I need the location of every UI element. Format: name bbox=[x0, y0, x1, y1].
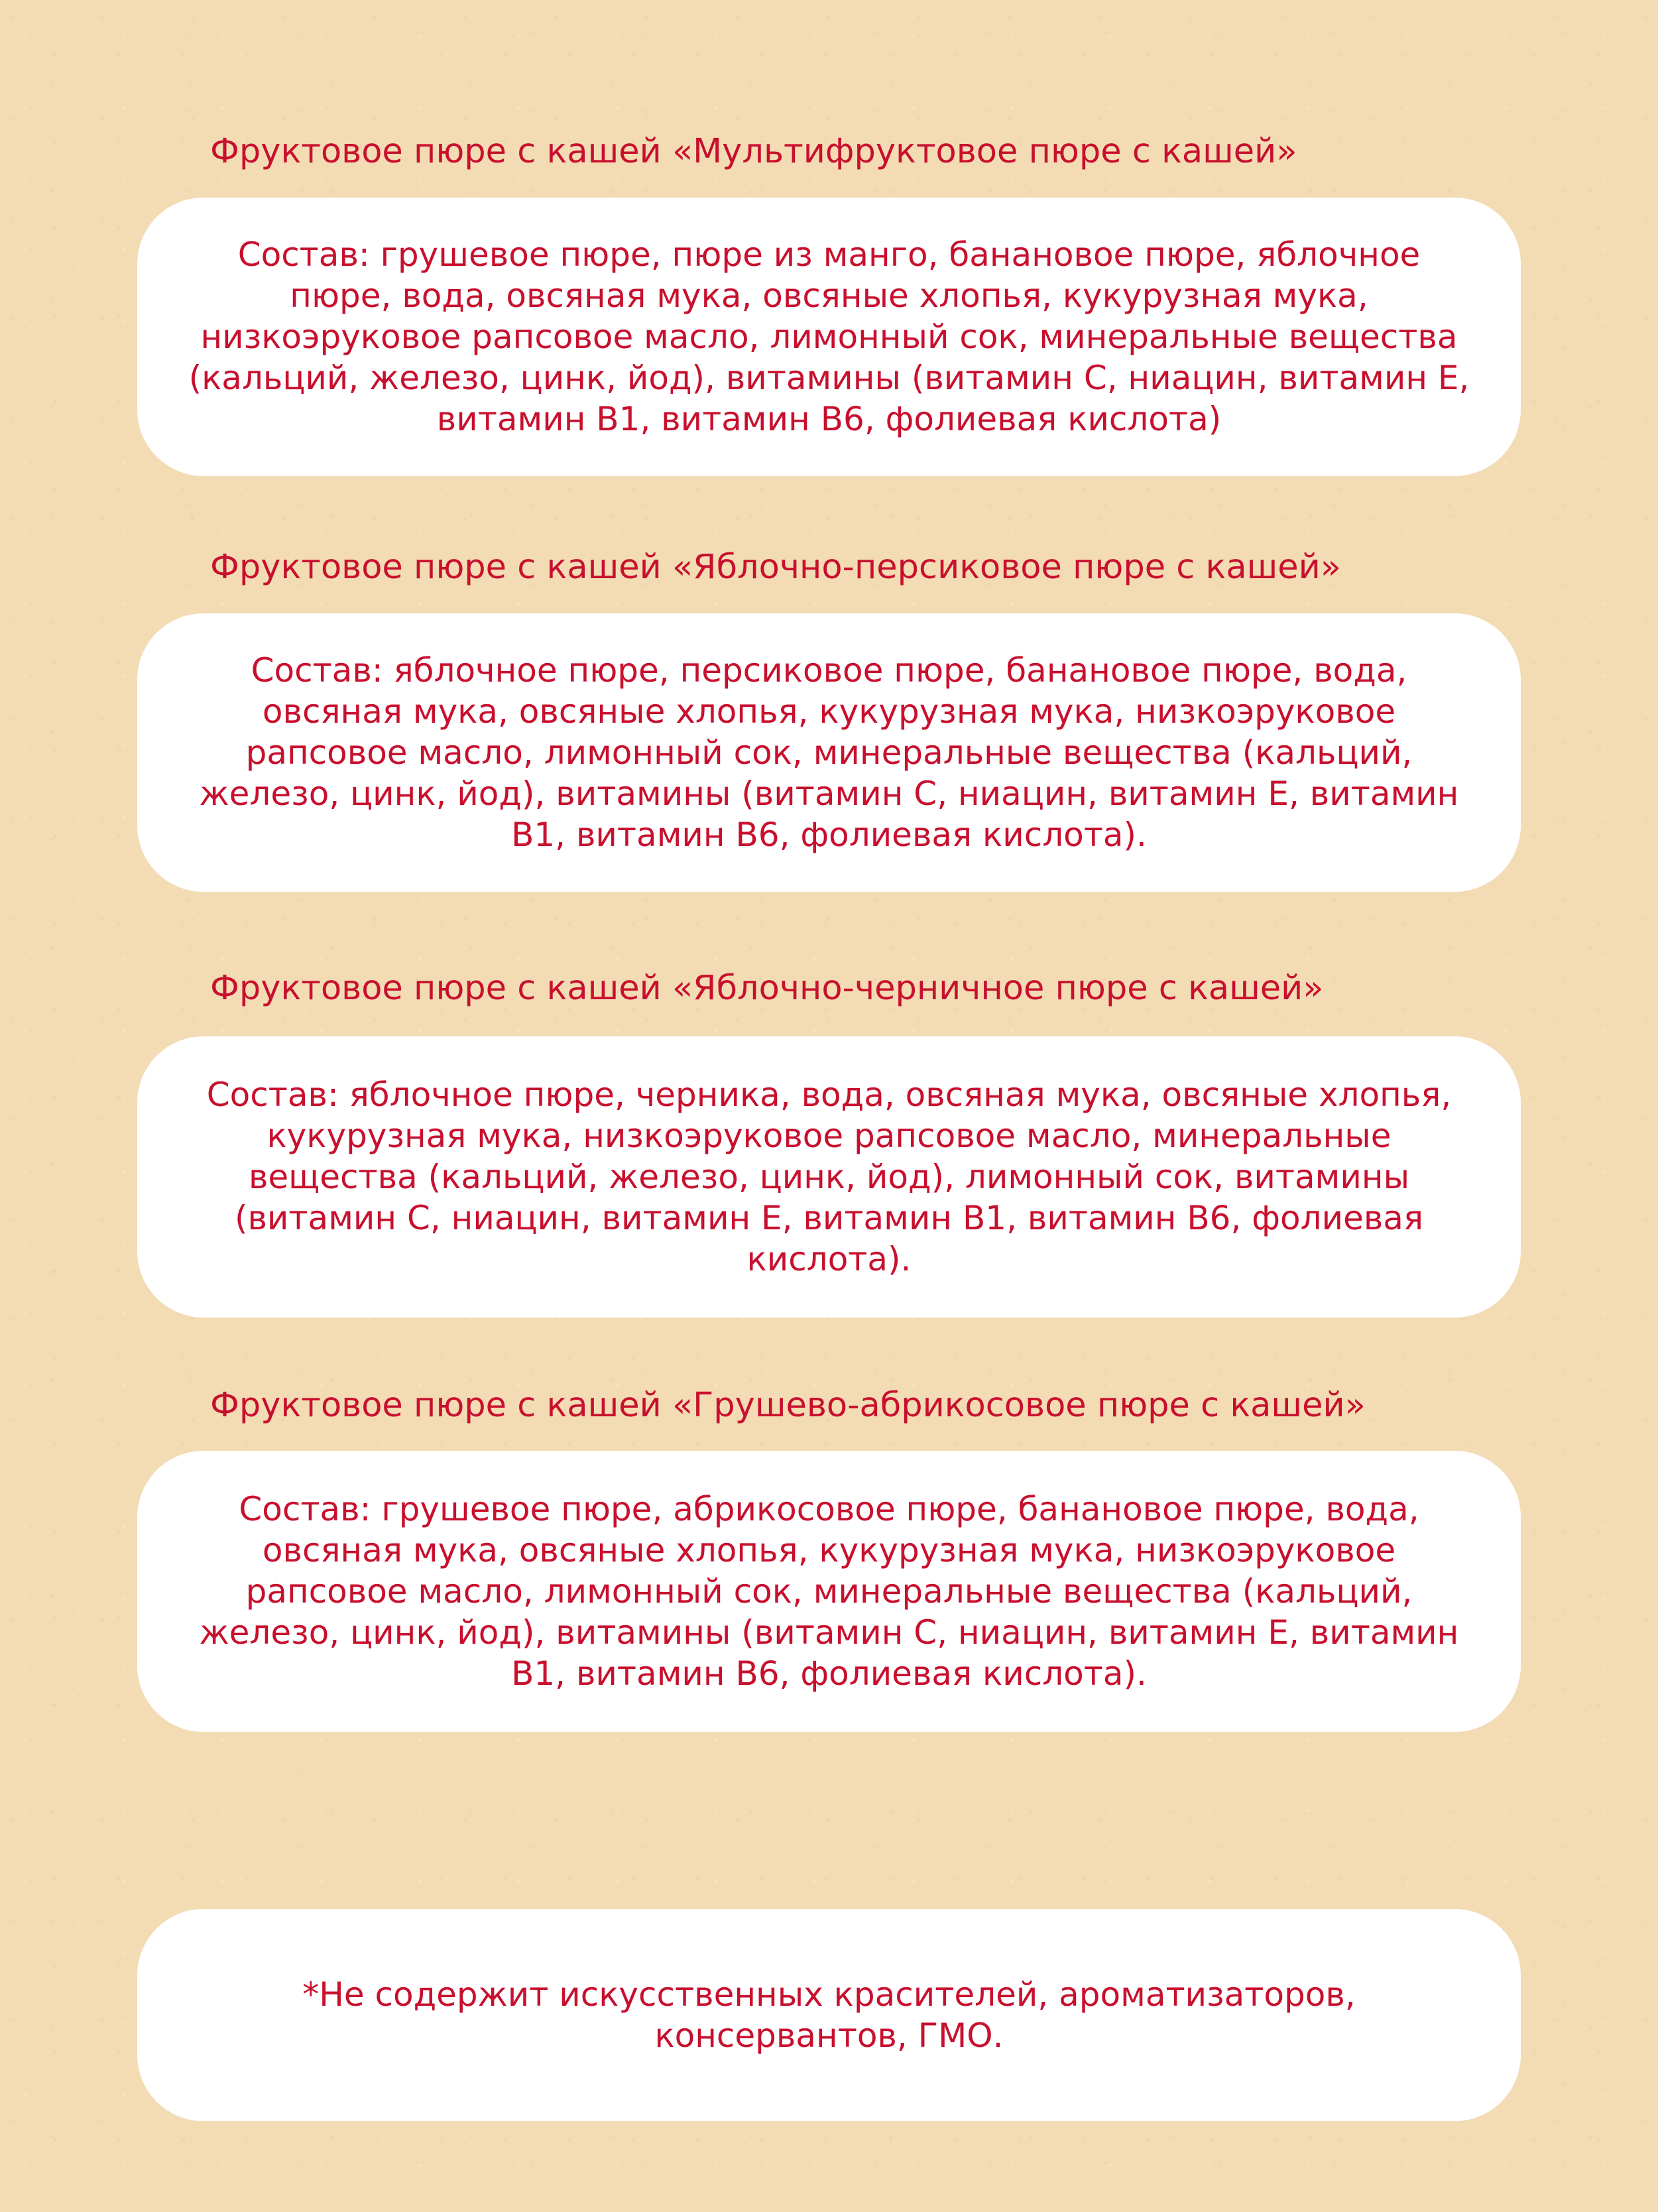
footnote-text: *Не содержит искусственных красителей, ароматизаторов, консервантов, ГМО. bbox=[302, 1975, 1356, 2055]
section-heading-apple-blueberry: Фруктовое пюре с кашей «Яблочно-черничное пюре с кашей» bbox=[210, 969, 1324, 1008]
composition-text-apple-peach: Состав: яблочное пюре, персиковое пюре, банановое пюре, вода, овсяная мука, овсяные хлопья, кукурузная мука, низкоэруковое рапсовое масло, лимонный сок, минеральные вещества (кальций, железо, цинк, йод), витамины (витамин С, ниацин, витамин Е, витамин В1, витамин В6, фолиевая кислота). bbox=[199, 651, 1459, 854]
section-heading-pear-apricot: Фруктовое пюре с кашей «Грушево-абрикосовое пюре с кашей» bbox=[210, 1386, 1366, 1425]
composition-card-pear-apricot bbox=[137, 1451, 1521, 1732]
composition-card-multifruit bbox=[137, 198, 1521, 476]
composition-card-apple-peach bbox=[137, 613, 1521, 892]
section-heading-apple-peach: Фруктовое пюре с кашей «Яблочно-персиковое пюре с кашей» bbox=[210, 548, 1342, 587]
composition-text-apple-blueberry: Состав: яблочное пюре, черника, вода, овсяная мука, овсяные хлопья, кукурузная мука, низкоэруковое рапсовое масло, минеральные вещества (кальций, железо, цинк, йод), лимонный сок, витамины (витамин С, ниацин, витамин Е, витамин В1, витамин В6, фолиевая кислота). bbox=[206, 1075, 1452, 1278]
section-heading-multifruit: Фруктовое пюре с кашей «Мультифруктовое пюре с кашей» bbox=[210, 132, 1297, 171]
composition-text-pear-apricot: Состав: грушевое пюре, абрикосовое пюре, банановое пюре, вода, овсяная мука, овсяные хлопья, кукурузная мука, низкоэруковое рапсовое масло, лимонный сок, минеральные вещества (кальций, железо, цинк, йод), витамины (витамин С, ниацин, витамин Е, витамин В1, витамин В6, фолиевая кислота). bbox=[199, 1490, 1459, 1693]
composition-text-multifruit: Состав: грушевое пюре, пюре из манго, банановое пюре, яблочное пюре, вода, овсяная мука, овсяные хлопья, кукурузная мука, низкоэруковое рапсовое масло, лимонный сок, минеральные вещества (кальций, железо, цинк, йод), витамины (витамин С, ниацин, витамин Е, витамин В1, витамин В6, фолиевая кислота) bbox=[188, 235, 1470, 438]
composition-card-apple-blueberry bbox=[137, 1036, 1521, 1318]
footnote-card bbox=[137, 1909, 1521, 2121]
